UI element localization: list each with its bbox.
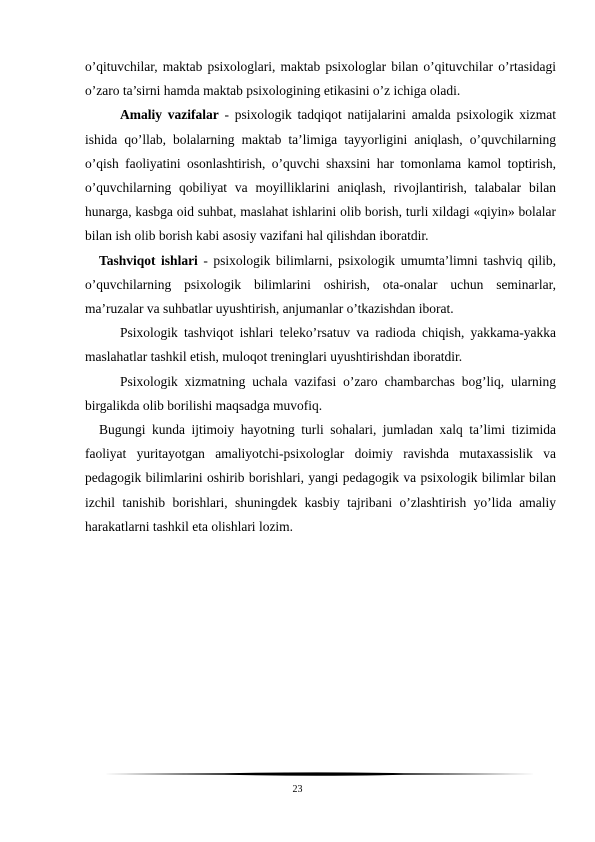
footer-divider xyxy=(104,771,536,777)
paragraph-tashviqot-details xyxy=(85,321,556,369)
paragraph-text: Psixologik xizmatning uchala vazifasi o’zaro chambarchas bog’liq, ularning birgalikda olib borilishi maqsadga muvofiq. xyxy=(85,373,556,413)
paragraph-text: - psixologik bilimlarni, psixologik umumta’limni tashviq qilib, o’quvchilarning psixologik bilimlarini oshirish, ota-onalar uchun seminarlar, ma’ruzalar va suhbatlar uyushtirish, anjumanlar o’tkazishdan iborat. xyxy=(85,252,556,317)
paragraph-amaliy-vazifalar xyxy=(85,103,556,248)
term-amaliy-vazifalar: Amaliy vazifalar xyxy=(120,107,219,123)
paragraph-text: - psixologik tadqiqot natijalarini amalda psixologik xizmat ishida qo’llab, bolalarning maktab ta’limiga tayyorligini aniqlash, o’quvchilarning o’qish faoliyatini osonlashtirish, o’quvchi shaxsini har tomonlama kamol toptirish, o’quvchilarning qobiliyat va moyilliklarini aniqlash, rivojlantirish, talabalar bilan hunarga, kasbga oid suhbat, maslahat ishlarini olib borish, turli xildagi «qiyin» bolalar bilan ish olib borish kabi asosiy vazifani hal qilishdan iboratdir. xyxy=(85,107,556,244)
paragraph-vazifalar-bogliq xyxy=(85,370,556,418)
paragraph-text: Bugungi kunda ijtimoiy hayotning turli sohalari, jumladan xalq ta’limi tizimida faoliyat yuritayotgan amaliyotchi-psixologlar doimiy ravishda mutaxassislik va pedagogik bilimlarini oshirib borishlari, yangi pedagogik va psixologik bilimlar bilan izchil tanishib borishlari, shuningdek kasbiy tajribani o’zlashtirish yo’lida amaliy harakatlarni tashkil eta olishlari lozim. xyxy=(85,422,556,534)
paragraph-bugungi-kunda xyxy=(85,418,556,539)
paragraph-continuation xyxy=(85,55,556,103)
paragraph-tashviqot-ishlari xyxy=(85,249,556,322)
term-tashviqot-ishlari: Tashviqot ishlari xyxy=(99,252,198,268)
paragraph-text: o’qituvchilar, maktab psixologlari, maktab psixologlar bilan o’qituvchilar o’rtasidagi o’zaro ta’sirni hamda maktab psixologining etikasini o’z ichiga oladi. xyxy=(85,59,556,99)
paragraph-text: Psixologik tashviqot ishlari teleko’rsatuv va radioda chiqish, yakkama-yakka maslahatlar tashkil etish, muloqot treninglari uyushtirishdan iboratdir. xyxy=(85,325,556,365)
page-body xyxy=(85,55,556,539)
page-number: 23 xyxy=(292,784,303,795)
